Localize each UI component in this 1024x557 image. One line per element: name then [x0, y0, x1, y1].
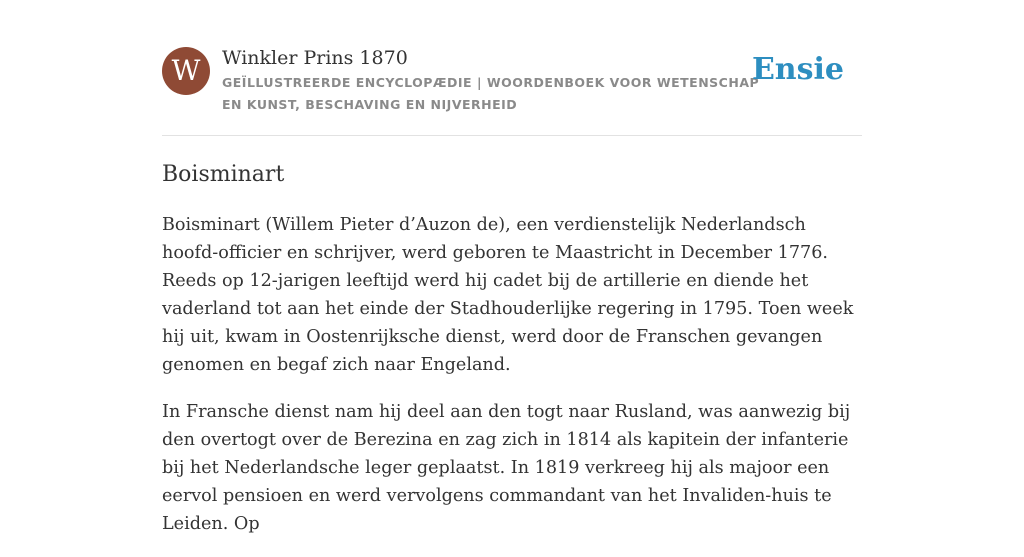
- content-column: [162, 0, 862, 534]
- paragraph: In Fransche dienst nam hij deel aan den togt naar Rusland, was aanwezig bij den overtogt over de Berezina en zag zich in 1814 als kapitein der infanterie bij het Nederlandsche leger geplaatst. In 1819 verkreeg hij als majoor een eervol pensioen en werd vervolgens commandant van het Invaliden-huis te Leiden. Op: [162, 402, 851, 534]
- site-header: [162, 0, 862, 136]
- brand-logo[interactable]: Ensie: [751, 52, 844, 87]
- site-title[interactable]: Winkler Prins 1870: [222, 47, 408, 69]
- entry-title: Boisminart: [162, 162, 285, 187]
- entry-body: [162, 211, 862, 557]
- paragraph: Boisminart (Willem Pieter d’Auzon de), een verdienstelijk Nederlandsch hoofd-officier en schrijver, werd geboren te Maastricht in December 1776. Reeds op 12-jarigen leeftijd werd hij cadet bij de artillerie en diende het vaderland tot aan het einde der Stadhouderlijke regering in 1795. Toen week hij uit, kwam in Oostenrijksche dienst, werd door de Franschen gevangen genomen en begaf zich naar Engeland.: [162, 215, 854, 375]
- site-subtitle: GEÏLLUSTREERDE ENCYCLOPÆDIE | WOORDENBOEK VOOR WETENSCHAP EN KUNST, BESCHAVING EN NIJVERHEID: [222, 75, 760, 112]
- avatar[interactable]: W: [162, 47, 210, 95]
- title-block: [222, 44, 762, 116]
